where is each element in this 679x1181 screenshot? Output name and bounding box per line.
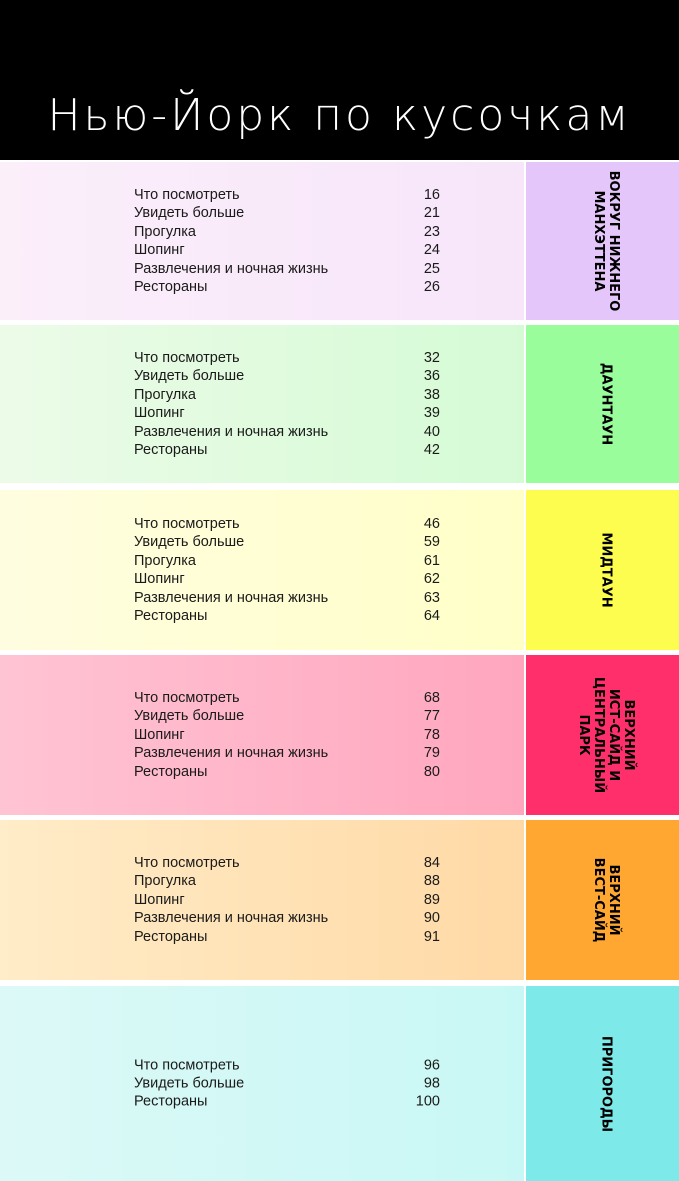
entry-label: Шопинг xyxy=(134,891,185,908)
section-content xyxy=(0,820,524,980)
district-tab[interactable] xyxy=(526,162,679,320)
section-content xyxy=(0,162,524,320)
entry-label: Что посмотреть xyxy=(134,689,240,706)
entry-page-number: 39 xyxy=(423,405,440,421)
contents-entry[interactable] xyxy=(134,607,444,625)
district-tab[interactable] xyxy=(526,986,679,1181)
entry-page-number: 21 xyxy=(423,205,440,222)
entry-page-number: 40 xyxy=(423,423,440,440)
entry-label: Что посмотреть xyxy=(134,1056,240,1073)
contents-entry[interactable] xyxy=(134,422,444,440)
contents-entry[interactable] xyxy=(134,909,444,927)
entry-page-number: 77 xyxy=(423,708,440,725)
entry-page-number: 42 xyxy=(423,441,440,458)
contents-list xyxy=(134,854,444,946)
contents-entry[interactable] xyxy=(134,204,444,222)
entry-label: Увидеть больше xyxy=(134,205,245,222)
contents-list xyxy=(134,349,444,459)
entry-page-number: 46 xyxy=(423,515,440,532)
entry-label: Развлечения и ночная жизнь xyxy=(134,423,329,440)
entry-page-number: 88 xyxy=(423,873,440,890)
contents-entry[interactable] xyxy=(134,588,444,606)
contents-entry[interactable] xyxy=(134,1093,444,1111)
entry-page-number: 98 xyxy=(423,1075,440,1092)
entry-page-number: 38 xyxy=(423,386,440,403)
section-content xyxy=(0,490,524,650)
district-tab[interactable] xyxy=(526,490,679,650)
entry-page-number: 80 xyxy=(423,763,440,780)
contents-entry[interactable] xyxy=(134,552,444,570)
entry-label: Развлечения и ночная жизнь xyxy=(134,910,329,927)
entry-label: Рестораны xyxy=(134,278,208,295)
entry-label: Прогулка xyxy=(134,223,196,240)
entry-label: Прогулка xyxy=(134,552,196,569)
contents-entry[interactable] xyxy=(134,854,444,872)
entry-page-number: 62 xyxy=(423,571,440,587)
entry-page-number: 90 xyxy=(423,910,440,927)
entry-page-number: 89 xyxy=(423,891,440,908)
entry-page-number: 23 xyxy=(423,223,440,240)
entry-label: Шопинг xyxy=(134,242,185,258)
contents-entry[interactable] xyxy=(134,223,444,241)
district-section xyxy=(0,820,679,980)
section-content xyxy=(0,325,524,483)
contents-entry[interactable] xyxy=(134,726,444,744)
contents-entry[interactable] xyxy=(134,872,444,890)
entry-label: Рестораны xyxy=(134,441,208,458)
district-section xyxy=(0,490,679,650)
entry-page-number: 64 xyxy=(423,607,440,624)
contents-entry[interactable] xyxy=(134,744,444,762)
entry-page-number: 79 xyxy=(423,745,440,762)
entry-page-number: 91 xyxy=(423,928,440,945)
district-section xyxy=(0,162,679,320)
district-tab-label: ВЕРХНИЙ ИСТ-САЙД И ЦЕНТРАЛЬНЫЙ ПАРК xyxy=(576,676,636,794)
header-bar xyxy=(0,0,679,160)
entry-label: Рестораны xyxy=(134,607,208,624)
contents-entry[interactable] xyxy=(134,928,444,946)
contents-entry[interactable] xyxy=(134,186,444,204)
entry-page-number: 68 xyxy=(423,689,440,706)
entry-label: Прогулка xyxy=(134,873,196,890)
entry-label: Развлечения и ночная жизнь xyxy=(134,589,329,606)
district-tab[interactable] xyxy=(526,655,679,815)
entry-label: Развлечения и ночная жизнь xyxy=(134,260,329,277)
contents-entry[interactable] xyxy=(134,386,444,404)
section-content xyxy=(0,655,524,815)
contents-entry[interactable] xyxy=(134,707,444,725)
contents-entry[interactable] xyxy=(134,241,444,259)
entry-label: Рестораны xyxy=(134,1093,208,1110)
contents-entry[interactable] xyxy=(134,278,444,296)
section-content xyxy=(0,986,524,1181)
district-tab-label: ДАУНТАУН xyxy=(598,362,614,446)
entry-page-number: 16 xyxy=(423,186,440,203)
contents-list xyxy=(134,186,444,296)
entry-label: Увидеть больше xyxy=(134,534,245,551)
entry-label: Шопинг xyxy=(134,571,185,587)
entry-label: Шопинг xyxy=(134,726,185,743)
entry-label: Увидеть больше xyxy=(134,708,245,725)
contents-list xyxy=(134,689,444,781)
entry-page-number: 96 xyxy=(423,1056,440,1073)
entry-label: Прогулка xyxy=(134,386,196,403)
entry-page-number: 32 xyxy=(423,349,440,366)
entry-page-number: 78 xyxy=(423,726,440,743)
entry-label: Шопинг xyxy=(134,405,185,421)
contents-entry[interactable] xyxy=(134,763,444,781)
entry-label: Увидеть больше xyxy=(134,368,245,385)
contents-entry[interactable] xyxy=(134,367,444,385)
district-tab[interactable] xyxy=(526,820,679,980)
contents-entry[interactable] xyxy=(134,689,444,707)
contents-entry[interactable] xyxy=(134,891,444,909)
entry-label: Увидеть больше xyxy=(134,1075,245,1092)
contents-entry[interactable] xyxy=(134,533,444,551)
entry-label: Что посмотреть xyxy=(134,854,240,871)
contents-entry[interactable] xyxy=(134,515,444,533)
contents-list xyxy=(134,515,444,625)
district-section xyxy=(0,986,679,1181)
entry-label: Рестораны xyxy=(134,928,208,945)
entry-page-number: 36 xyxy=(423,368,440,385)
entry-page-number: 24 xyxy=(423,242,440,258)
district-tab[interactable] xyxy=(526,325,679,483)
entry-page-number: 26 xyxy=(423,278,440,295)
entry-page-number: 61 xyxy=(423,552,440,569)
contents-entry[interactable] xyxy=(134,441,444,459)
page-title: Нью-Йорк по кусочкам xyxy=(47,90,632,141)
district-tab-label: ПРИГОРОДЫ xyxy=(598,1035,614,1132)
entry-page-number: 84 xyxy=(423,854,440,871)
district-section xyxy=(0,655,679,815)
entry-label: Что посмотреть xyxy=(134,186,240,203)
district-tab-label: ВЕРХНИЙ ВЕСТ-САЙД xyxy=(591,857,621,943)
contents-entry[interactable] xyxy=(134,404,444,422)
entry-page-number: 25 xyxy=(423,260,440,277)
contents-list xyxy=(134,1056,444,1111)
district-tab-label: ВОКРУГ НИЖНЕГО МАНХЭТТЕНА xyxy=(591,170,621,312)
contents-entry[interactable] xyxy=(134,259,444,277)
district-tab-label: МИДТАУН xyxy=(598,532,614,608)
contents-entry[interactable] xyxy=(134,1056,444,1074)
contents-entry[interactable] xyxy=(134,1074,444,1092)
entry-label: Что посмотреть xyxy=(134,349,240,366)
entry-page-number: 63 xyxy=(423,589,440,606)
entry-label: Рестораны xyxy=(134,763,208,780)
entry-page-number: 100 xyxy=(415,1093,440,1110)
entry-page-number: 59 xyxy=(423,534,440,551)
entry-label: Что посмотреть xyxy=(134,515,240,532)
contents-entry[interactable] xyxy=(134,349,444,367)
contents-entry[interactable] xyxy=(134,570,444,588)
entry-label: Развлечения и ночная жизнь xyxy=(134,745,329,762)
district-section xyxy=(0,325,679,483)
